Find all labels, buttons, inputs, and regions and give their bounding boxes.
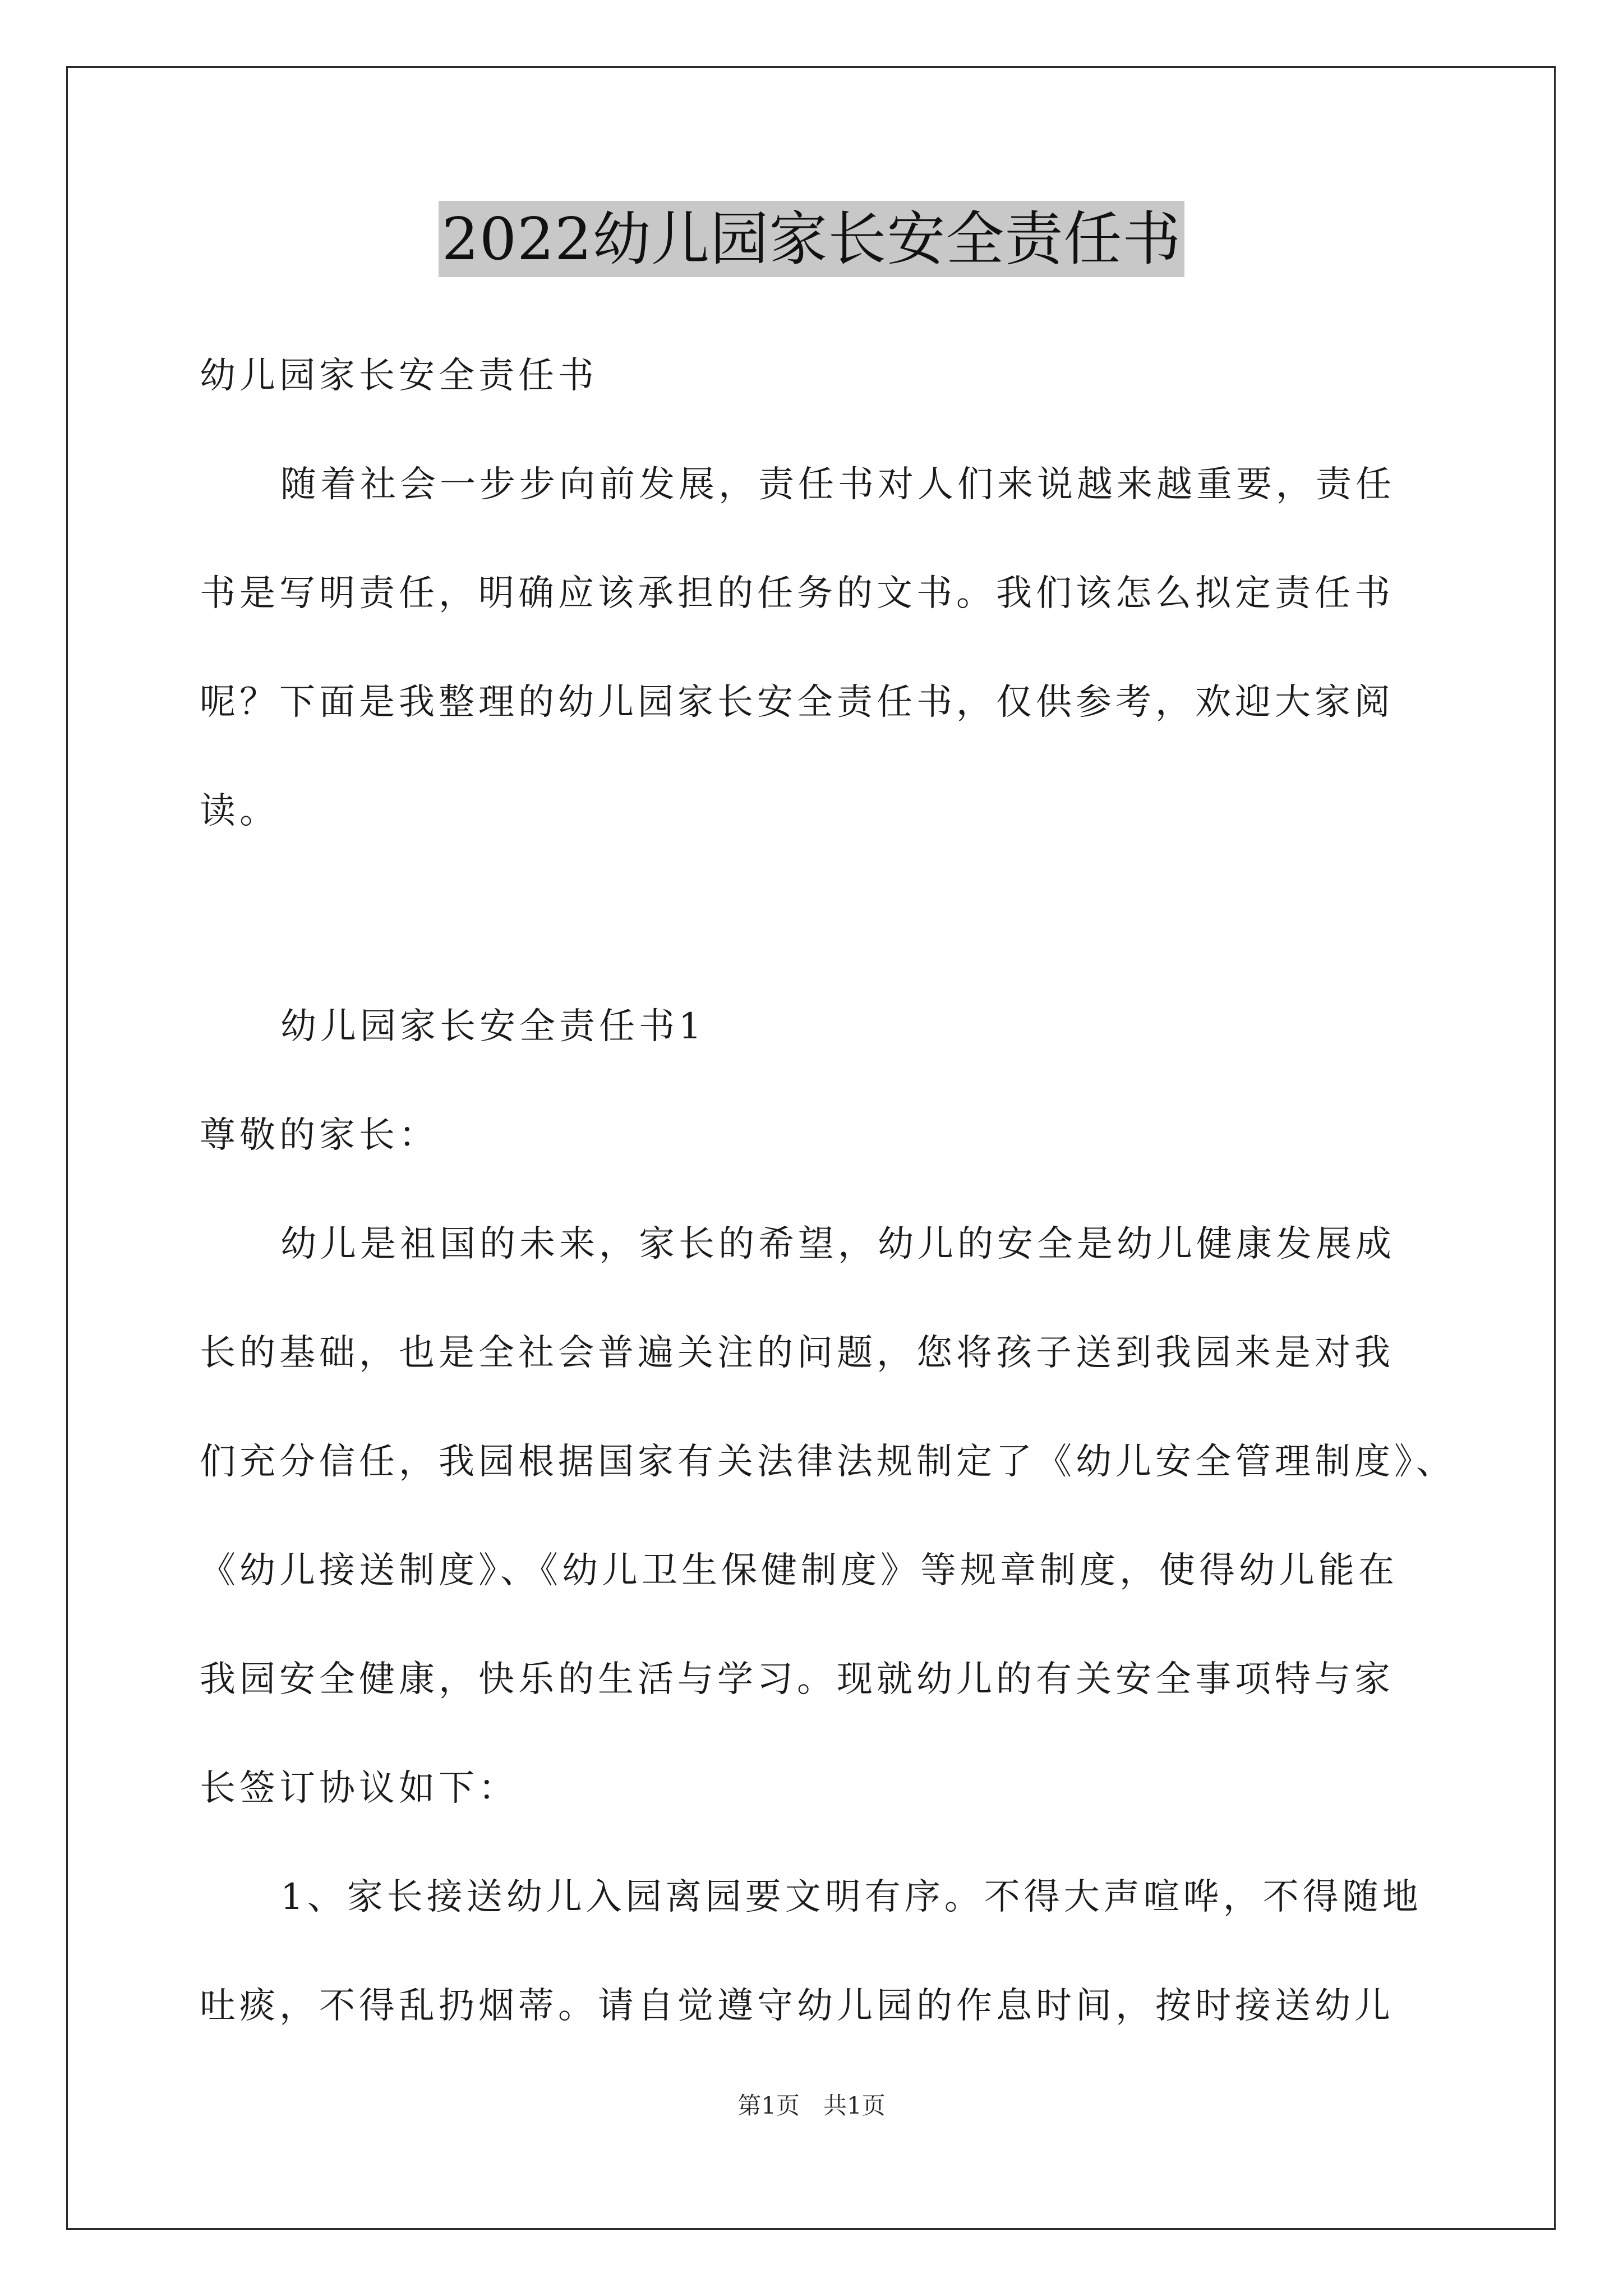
salutation-line: 尊敬的家长： xyxy=(200,1115,439,1156)
paragraph-line: 我园安全健康，快乐的生活与学习。现就幼儿的有关安全事项特与家 xyxy=(200,1659,1394,1700)
paragraph-line: 书是写明责任，明确应该承担的任务的文书。我们该怎么拟定责任书 xyxy=(200,573,1394,614)
paragraph-line: 《幼儿接送制度》、《幼儿卫生保健制度》等规章制度，使得幼儿能在 xyxy=(200,1550,1398,1591)
paragraph-line: 长签订协议如下： xyxy=(200,1768,518,1809)
paragraph-line: 读。 xyxy=(200,790,279,832)
paragraph-line: 长的基础，也是全社会普遍关注的问题，您将孩子送到我园来是对我 xyxy=(200,1332,1394,1374)
paragraph-line: 吐痰，不得乱扔烟蒂。请自觉遵守幼儿园的作息时间，按时接送幼儿 xyxy=(200,1985,1394,2027)
document-title: 2022幼儿园家长安全责任书 xyxy=(439,201,1185,277)
paragraph-line: 呢？下面是我整理的幼儿园家长安全责任书，仅供参考，欢迎大家阅 xyxy=(200,682,1394,723)
paragraph-line: 随着社会一步步向前发展，责任书对人们来说越来越重要，责任 xyxy=(280,464,1395,505)
paragraph-line: 们充分信任，我园根据国家有关法律法规制定了《幼儿安全管理制度》、 xyxy=(200,1441,1456,1483)
title-container xyxy=(0,201,1623,277)
page-number: 第1页 共1页 xyxy=(737,2092,886,2119)
subtitle-line: 幼儿园家长安全责任书 xyxy=(200,355,598,397)
section-heading: 幼儿园家长安全责任书1 xyxy=(280,1006,706,1047)
paragraph-line: 1、家长接送幼儿入园离园要文明有序。不得大声喧哗，不得随地 xyxy=(280,1876,1422,1918)
paragraph-line: 幼儿是祖国的未来，家长的希望，幼儿的安全是幼儿健康发展成 xyxy=(280,1223,1395,1265)
